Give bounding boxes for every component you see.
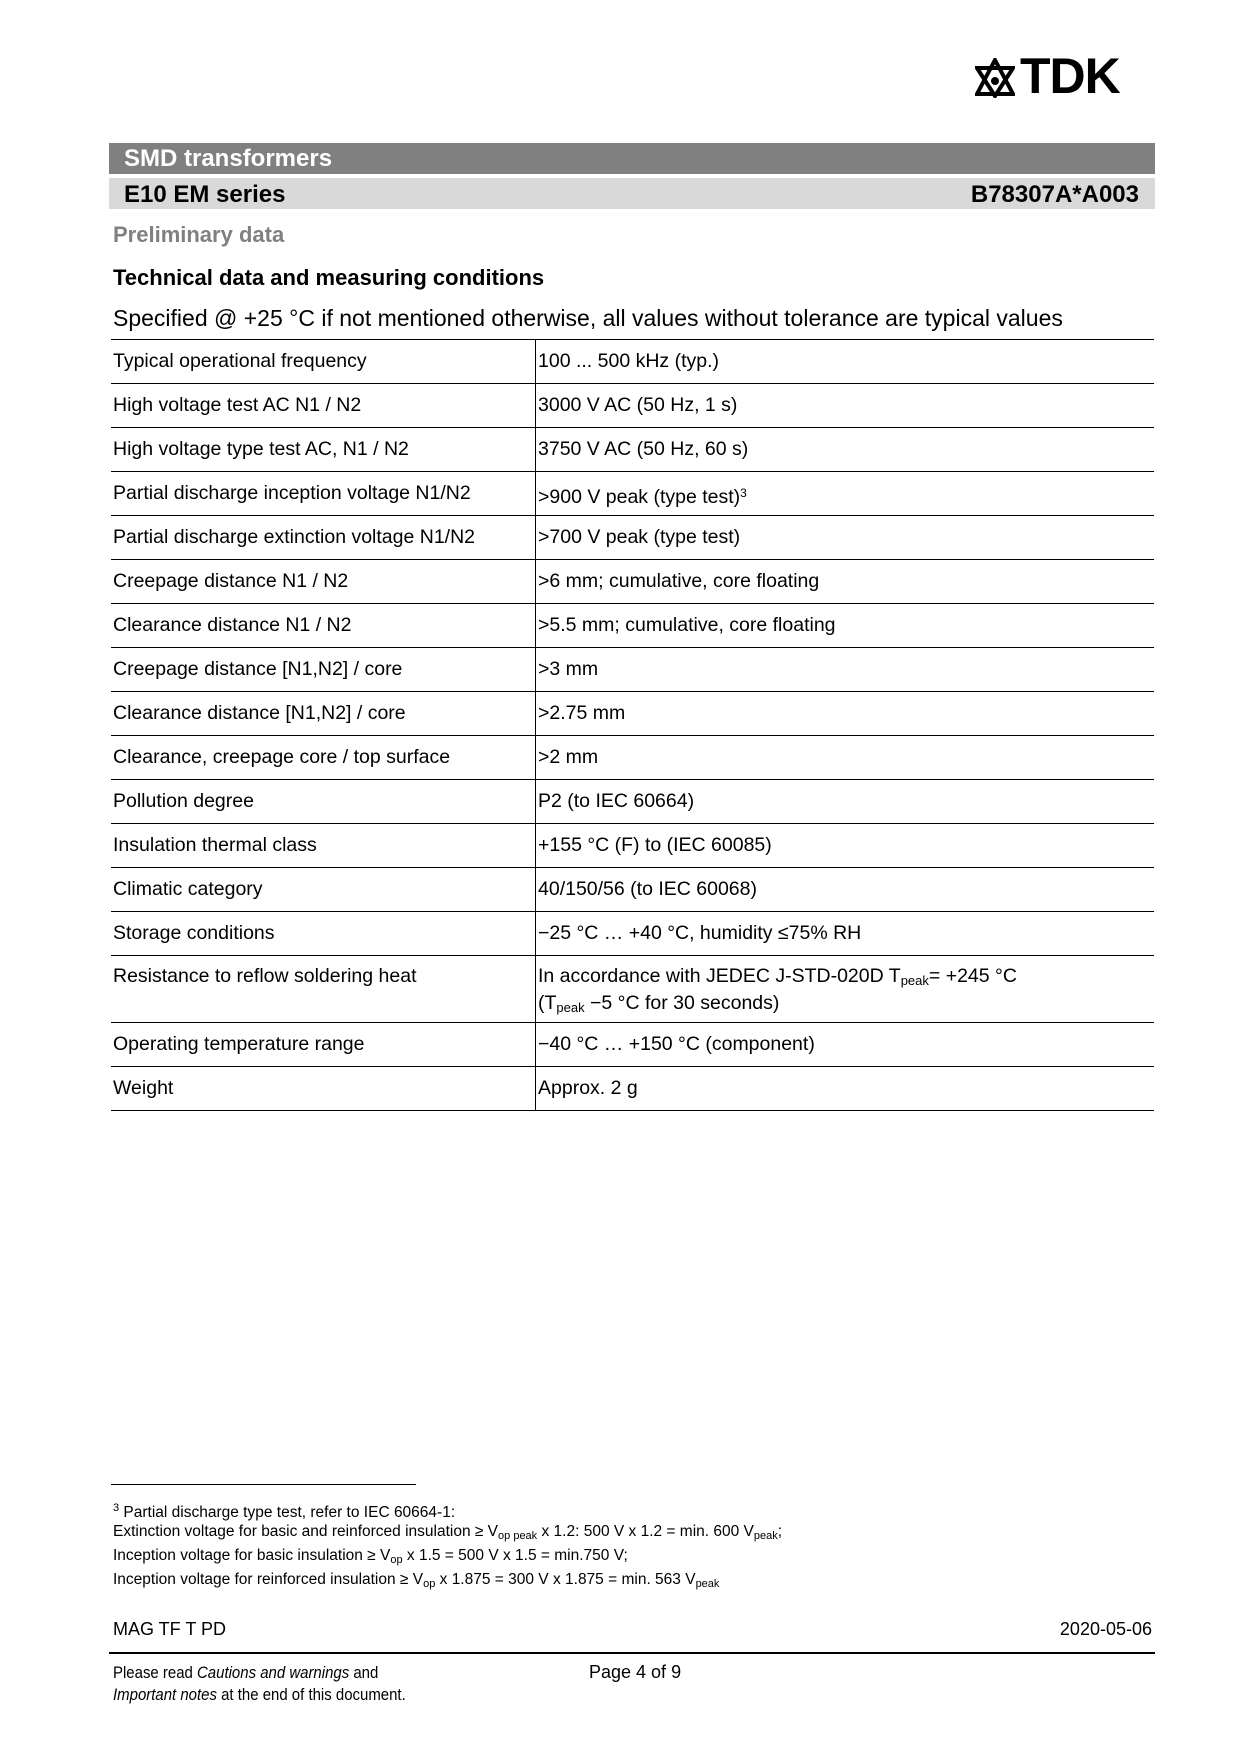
param-cell: Creepage distance [N1,N2] / core: [111, 648, 536, 692]
reflow-text: In accordance with JEDEC J-STD-020D T: [538, 965, 901, 987]
footnote-text: Extinction voltage for basic and reinforced insulation ≥ V: [113, 1523, 499, 1540]
value-cell: >6 mm; cumulative, core floating: [536, 560, 1155, 604]
table-row: [111, 736, 1154, 780]
footnote-text: Inception voltage for basic insulation ≥ V: [113, 1547, 391, 1564]
table-row: [111, 516, 1154, 560]
table-row: [111, 428, 1154, 472]
table-row: [111, 780, 1154, 824]
section-title: Technical data and measuring conditions: [113, 265, 545, 290]
param-cell: Clearance distance N1 / N2: [111, 604, 536, 648]
value-cell: >5.5 mm; cumulative, core floating: [536, 604, 1155, 648]
series-band: [109, 178, 1155, 209]
value-cell: [536, 472, 1155, 516]
footnote-marker: 3: [113, 1502, 120, 1514]
footer-note: [113, 1662, 406, 1706]
param-cell: Climatic category: [111, 868, 536, 912]
param-cell: Storage conditions: [111, 912, 536, 956]
value-cell: −25 °C … +40 °C, humidity ≤75% RH: [536, 912, 1155, 956]
value-cell: 40/150/56 (to IEC 60068): [536, 868, 1155, 912]
table-row: [111, 340, 1154, 384]
param-cell: Typical operational frequency: [111, 340, 536, 384]
footnote-text: Inception voltage for reinforced insulation ≥ V: [113, 1571, 424, 1588]
footnote-divider: [111, 1484, 416, 1485]
param-cell: High voltage test AC N1 / N2: [111, 384, 536, 428]
value-text: >900 V peak (type test): [538, 486, 741, 508]
important-notes-link[interactable]: Important notes: [113, 1685, 217, 1704]
table-row: [111, 384, 1154, 428]
footnote-text: x 1.2: 500 V x 1.2 = min. 600 V: [537, 1523, 754, 1540]
spec-table: [111, 339, 1154, 1111]
logo-text: TDK: [1020, 48, 1120, 104]
reflow-sub: peak: [556, 1000, 585, 1015]
table-row: [111, 868, 1154, 912]
table-row: [111, 560, 1154, 604]
footnote-line: [113, 1570, 782, 1594]
table-row: [111, 1067, 1154, 1111]
footnote-sub: peak: [753, 1530, 778, 1542]
value-cell: +155 °C (F) to (IEC 60085): [536, 824, 1155, 868]
param-cell: Weight: [111, 1067, 536, 1111]
footnote-line: [113, 1522, 782, 1546]
footer-note-text: and: [349, 1663, 379, 1682]
footnote-text: ;: [777, 1523, 783, 1540]
value-cell: >2 mm: [536, 736, 1155, 780]
cautions-link[interactable]: Cautions and warnings: [196, 1663, 350, 1682]
value-cell: −40 °C … +150 °C (component): [536, 1023, 1155, 1067]
reflow-text: (T: [538, 992, 557, 1014]
table-row: [111, 692, 1154, 736]
param-cell: Partial discharge inception voltage N1/N2: [111, 472, 536, 516]
value-cell: >3 mm: [536, 648, 1155, 692]
value-cell: >2.75 mm: [536, 692, 1155, 736]
param-cell: Pollution degree: [111, 780, 536, 824]
param-cell: Creepage distance N1 / N2: [111, 560, 536, 604]
value-cell: P2 (to IEC 60664): [536, 780, 1155, 824]
param-cell: Insulation thermal class: [111, 824, 536, 868]
footnote-line: [113, 1499, 782, 1522]
param-cell: Clearance, creepage core / top surface: [111, 736, 536, 780]
preliminary-label: Preliminary data: [113, 222, 285, 247]
footnote-marker: 3: [740, 486, 747, 500]
table-row: [111, 912, 1154, 956]
footnote-text: x 1.875 = 300 V x 1.875 = min. 563 V: [435, 1571, 696, 1588]
param-cell: High voltage type test AC, N1 / N2: [111, 428, 536, 472]
series-title: E10 EM series: [124, 181, 286, 208]
footnote-text: Partial discharge type test, refer to IEC 60664-1:: [119, 1504, 456, 1521]
footnote: [113, 1499, 782, 1594]
value-cell: 100 ... 500 kHz (typ.): [536, 340, 1155, 384]
param-cell: Resistance to reflow soldering heat: [111, 956, 536, 1023]
table-row: [111, 472, 1154, 516]
reflow-text: −5 °C for 30 seconds): [584, 992, 780, 1014]
category-title: SMD transformers: [124, 145, 333, 172]
value-cell: Approx. 2 g: [536, 1067, 1155, 1111]
value-cell: [536, 956, 1155, 1023]
table-row: [111, 604, 1154, 648]
footer-note-text: at the end of this document.: [216, 1685, 406, 1704]
tdk-logo: [975, 48, 1155, 104]
category-band: [109, 143, 1155, 174]
value-cell: 3750 V AC (50 Hz, 60 s): [536, 428, 1155, 472]
footnote-line: [113, 1546, 782, 1570]
footer-date: 2020-05-06: [1059, 1619, 1152, 1639]
param-cell: Operating temperature range: [111, 1023, 536, 1067]
table-row: [111, 824, 1154, 868]
page-number: Page 4 of 9: [589, 1662, 682, 1682]
footnote-text: x 1.5 = 500 V x 1.5 = min.750 V;: [402, 1547, 628, 1564]
table-row: [111, 956, 1154, 1023]
reflow-text: = +245 °C: [928, 965, 1017, 987]
footer-note-text: Please read: [113, 1663, 197, 1682]
param-cell: Partial discharge extinction voltage N1/N2: [111, 516, 536, 560]
footnote-sub: peak: [695, 1578, 720, 1590]
footnote-sub: op peak: [498, 1530, 538, 1542]
specified-note: Specified @ +25 °C if not mentioned otherwise, all values without tolerance are typical values: [113, 305, 1063, 331]
reflow-sub: peak: [900, 973, 929, 988]
footer-divider: [109, 1652, 1155, 1654]
param-cell: Clearance distance [N1,N2] / core: [111, 692, 536, 736]
footnote-sub: op: [423, 1578, 436, 1590]
value-cell: >700 V peak (type test): [536, 516, 1155, 560]
table-row: [111, 648, 1154, 692]
value-cell: 3000 V AC (50 Hz, 1 s): [536, 384, 1155, 428]
tdk-logo-mark-icon: [975, 58, 1015, 98]
table-row: [111, 1023, 1154, 1067]
footnote-sub: op: [390, 1554, 403, 1566]
part-number: B78307A*A003: [970, 181, 1139, 208]
footer-code: MAG TF T PD: [113, 1619, 227, 1639]
